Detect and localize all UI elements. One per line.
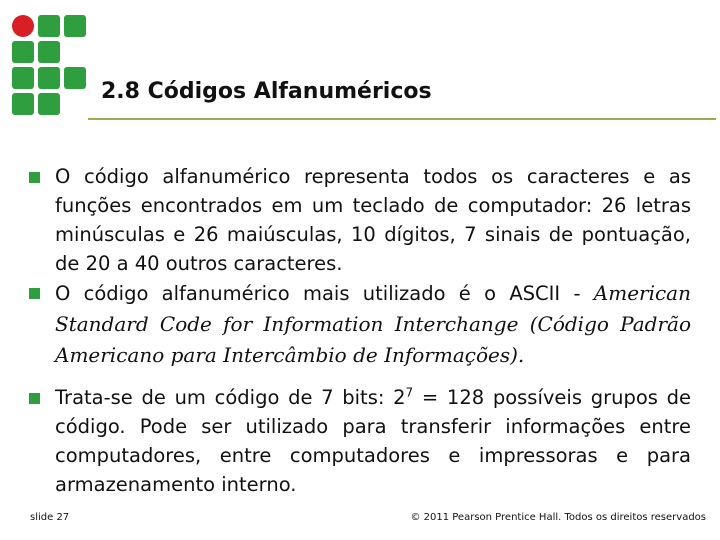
square-bullet-icon: [29, 393, 40, 404]
title-underline: [88, 118, 716, 120]
bullet-text: [55, 278, 691, 371]
logo-square: [64, 15, 86, 37]
logo-square: [12, 93, 34, 115]
square-bullet-icon: [29, 288, 40, 299]
bullet-item: [29, 278, 691, 371]
bullet-text-suffix: = 128 possíveis grupos de código. Pode ser utilizado para transferir informações entre computadores, entre computadores e impressoras e para armazenamento interno.: [55, 386, 691, 496]
logo-square: [38, 41, 60, 63]
bullet-text: O código alfanumérico representa todos os caracteres e as funções encontrados em um teclado de computador: 26 letras minúsculas e 26 maiúsculas, 10 dígitos, 7 sinais de pontuação, de 20 a 40 outros caracteres.: [55, 165, 691, 275]
copyright-notice: © 2011 Pearson Prentice Hall. Todos os direitos reservados: [410, 512, 706, 523]
bullet-text-mid: (: [518, 312, 538, 336]
logo-square: [38, 67, 60, 89]
bullet-text: [55, 383, 691, 499]
bullet-italic-translation: Código Padrão Americano para Intercâmbio de Informações: [55, 312, 691, 367]
bullet-text-prefix: O código alfanumérico mais utilizado é o ASCII -: [55, 282, 594, 305]
bullet-item: [29, 383, 691, 499]
bullet-list: [29, 162, 691, 499]
slide-title: 2.8 Códigos Alfanuméricos: [101, 79, 432, 104]
bullet-text-suffix: ).: [510, 343, 525, 367]
logo-square: [12, 41, 34, 63]
institute-logo: [12, 15, 92, 115]
square-bullet-icon: [29, 172, 40, 183]
bullet-text-prefix: Trata-se de um código de 7 bits: 2: [55, 386, 406, 409]
superscript-exponent: 7: [405, 385, 414, 400]
logo-square: [38, 15, 60, 37]
logo-square: [64, 67, 86, 89]
logo-square: [38, 93, 60, 115]
logo-red-circle: [12, 15, 34, 37]
logo-square: [12, 67, 34, 89]
bullet-italic-term: American Standard Code for Information Interchange: [55, 281, 691, 336]
slide-number: slide 27: [30, 512, 70, 523]
bullet-item: [29, 162, 691, 278]
